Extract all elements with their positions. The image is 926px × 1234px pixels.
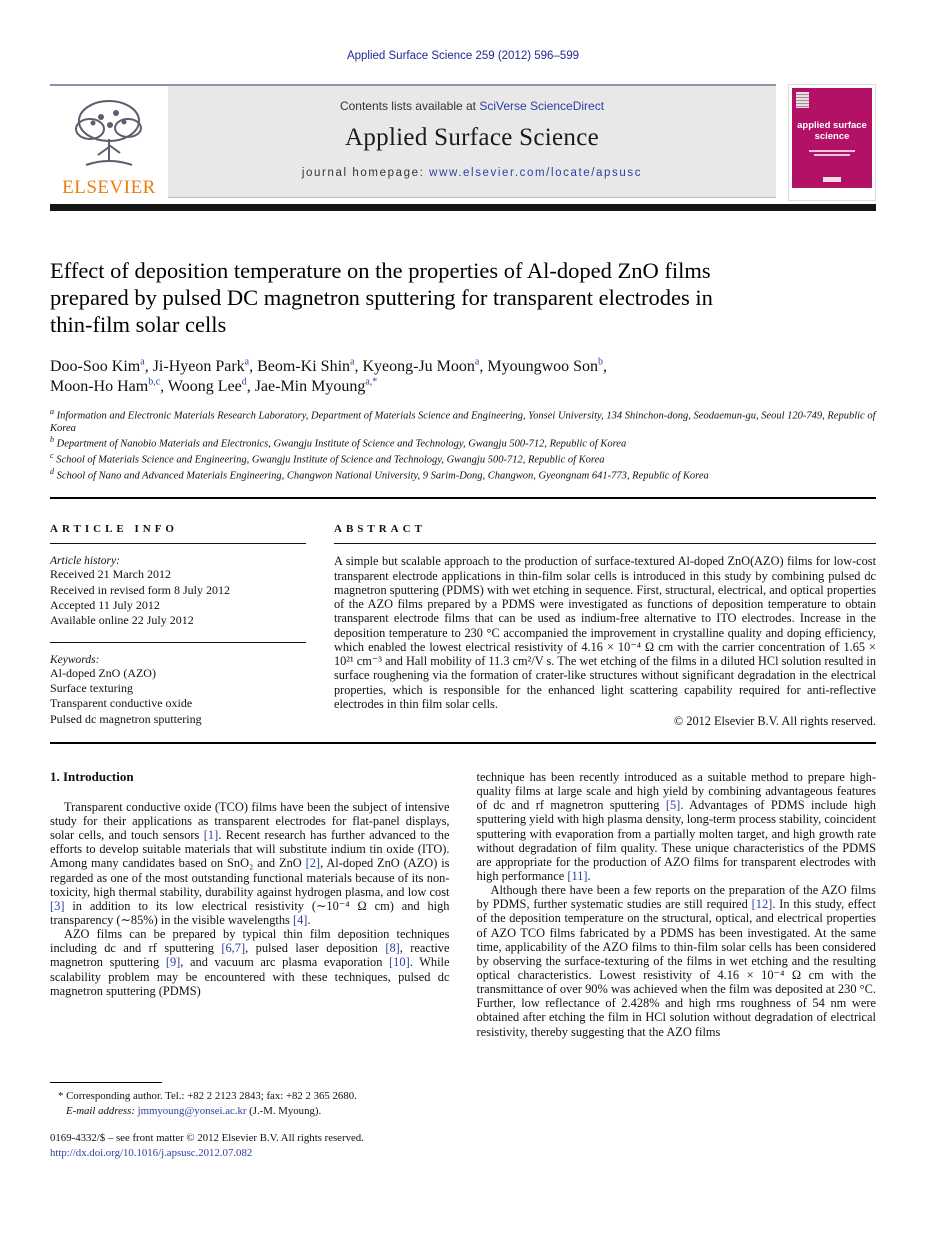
homepage-line [168,167,776,179]
cover-elsevier-mark-icon [823,177,841,182]
keyword: Pulsed dc magnetron sputtering [50,711,202,726]
article-info-heading: ARTICLE INFO [50,523,178,536]
paragraph [50,800,450,927]
reference-link[interactable]: [4] [292,912,308,927]
reference-link[interactable]: [3] [50,898,65,913]
text-run: , pulsed laser deposition [245,941,386,956]
issn-copyright-line: 0169-4332/$ – see front matter © 2012 Elsevier B.V. All rights reserved. [50,1132,364,1145]
article-title-line: thin-film solar cells [50,312,227,337]
text-run: . In this study, effect of the deposition temperature on the structural, optical, and electrical properties of AZO TCO films fabricated by a PDMS has been investigated. At the same time, applicability of the AZO films to thin-film solar cells has been considered by observing the surface-texturing of the films in wet etching and the resulting optical characteristics. Lowest resistivity of 4.16 × 10⁻⁴ Ω cm with the transmittance of over 90% was achieved when the film was deposited at 230 °C. Further, low reflectance of 2.428% and high rms roughness of 54 nm were obtained after etching the film in HCl solution without degradation of electrical resistivity, thereby suggesting that the AZO films [476,897,876,1039]
author: Kyeong-Ju Moon$^a$, [362,357,488,376]
journal-cover-thumbnail [788,84,876,201]
author-affiliation-marker: a [474,357,480,368]
journal-cover-art [792,88,872,188]
text-run: . [587,869,591,884]
heading-rule [334,543,876,544]
elsevier-logo [50,86,168,201]
author: Jae-Min Myoung$^{a,*}$ [254,376,378,395]
abstract-bottom-rule [50,742,876,744]
reference-link[interactable]: [8] [385,941,400,956]
first-page-footer [50,1082,470,1160]
history-entry: Accepted 11 July 2012 [50,598,160,612]
article-title-line: prepared by pulsed DC magnetron sputtering for transparent electrodes in [50,285,713,310]
affiliation-list [50,407,876,483]
elsevier-tree-icon [66,95,152,175]
reference-link[interactable]: [6,7] [221,941,246,956]
author-list [50,357,876,396]
affiliation: $^c$ School of Materials Science and Engineering, Gwangju Institute of Science and Technology, Gwangju 500-712, Republic of Korea [50,451,605,466]
reference-link[interactable]: [5] [665,798,681,813]
doi-link[interactable]: http://dx.doi.org/10.1016/j.apsusc.2012.07.082 [50,1146,253,1159]
article-history-label: Article history: [50,555,120,568]
cover-barcode-icon [796,92,809,108]
email-link[interactable]: jmmyoung@yonsei.ac.kr [137,1104,247,1117]
header-divider-bar [50,204,876,211]
email-label: E-mail address: [66,1104,138,1117]
body-right-column [477,770,877,1116]
journal-title: Applied Surface Science [344,124,600,151]
author-affiliation-marker: a [140,357,145,368]
paragraph [50,927,450,998]
author-affiliation-marker: d [241,376,247,388]
text-run: . Recent research has further advanced to the efforts to develop suitable materials that will substitute indium tin oxide (ITO). Among many candidates based on SnO₂ and ZnO [50,828,450,871]
abstract-heading: ABSTRACT [334,523,426,536]
author: Woong Lee$^d$, [167,376,255,395]
contents-line [168,99,776,113]
text-run: , reactive magnetron sputtering [50,941,450,970]
article-info-column [50,523,306,729]
author-affiliation-marker: a [244,357,250,368]
reference-link[interactable]: [1] [203,828,219,843]
history-entry: Received in revised form 8 July 2012 [50,582,230,597]
paragraph [477,883,877,1039]
text-run: , Al-doped ZnO (AZO) is regarded as one of the most outstanding functional materials because of its non-toxicity, high thermal stability, durability against hydrogen plasma, and low cost [50,856,450,899]
text-run: in addition to its low electrical resistivity (∼10⁻⁴ Ω cm) and high transparency (∼85%) in the visible wavelengths [50,898,450,927]
journal-homepage-link[interactable]: www.elsevier.com/locate/apsusc [429,167,643,179]
corresponding-author-note: * Corresponding author. Tel.: +82 2 2123 2843; fax: +82 2 365 2680. [58,1090,357,1102]
reference-link[interactable]: [12] [751,897,773,912]
author: Ji-Hyeon Park$^a$, [152,357,258,376]
cover-journal-title: applied surface science [797,120,867,143]
author-affiliation-marker: a,* [365,376,378,388]
journal-banner [168,86,776,198]
text-run: . While scalability problem may be encountered with these techniques, pulsed dc magnetron sputtering (PDMS) [50,955,450,998]
author: Doo-Soo Kim$^a$, [50,357,153,376]
text-run: Although there have been a few reports on the preparation of the AZO films by PDMS, further systematic studies are still required [476,883,876,912]
text-run: Transparent conductive oxide (TCO) films have been the subject of intensive study for their applications as transparent electrodes for flat-panel displays, solar cells, and touch sensors [50,799,450,843]
affiliation: $^d$ School of Nano and Advanced Materials Engineering, Changwon National University, 9 Sarim-Dong, Changwon, Gyeongnam 641-773, Republic of Korea [50,466,709,482]
contents-prefix: Contents lists available at [339,99,480,113]
reference-link[interactable]: [11] [567,869,588,884]
heading-rule [50,543,306,544]
text-run: technique has been recently introduced as a suitable method to prepare high-quality films at large scale and high yield by combining advantageous features of dc and rf magnetron sputtering [476,770,876,813]
footnote-rule [50,1082,162,1083]
body-left-column [50,770,450,1116]
reference-link[interactable]: [2] [305,856,321,871]
info-abstract-section [50,499,876,729]
author: Beom-Ki Shin$^a$, [257,357,363,376]
journal-header [50,84,876,201]
email-suffix: (J.-M. Myoung). [246,1104,322,1117]
reference-link[interactable]: [10] [389,955,410,970]
keyword: Al-doped ZnO (AZO) [50,665,156,680]
paragraph [477,770,877,883]
email-line [50,1104,470,1119]
keyword: Surface texturing [50,681,133,696]
reference-link[interactable]: [9] [165,955,181,970]
sciverse-sciencedirect-link[interactable]: SciVerse ScienceDirect [479,99,605,113]
copyright-line: © 2012 Elsevier B.V. All rights reserved. [673,714,876,729]
author-affiliation-marker: a [350,357,355,368]
text-run: . Advantages of PDMS include high sputtering yield with high plasma density, long-term process stability, coincident sputtering with evaporation from a partially molten target, and high growth rate without degradation of film quality. These unique characteristics of the PDMS are appropriate for the production of AZO films for transparent electrodes with high performance [476,798,876,884]
running-head-citation: Applied Surface Science 259 (2012) 596–599 [346,50,580,62]
introduction-heading: 1. Introduction [50,770,134,785]
text-run: AZO films can be prepared by typical thin film deposition techniques including dc and rf sputtering [50,927,450,956]
cover-subtitle-lines [792,148,872,158]
author-affiliation-marker: b,c [148,376,161,388]
affiliation: $^a$ Information and Electronic Materials Research Laboratory, Department of Materials Science and Engineering, Yonsei University, 134 Shinchon-dong, Seodaemun-gu, Seoul 120-749, Republic of Korea [50,406,876,435]
history-entry: Available online 22 July 2012 [50,613,194,628]
article-title-line: Effect of deposition temperature on the properties of Al-doped ZnO films [50,258,711,283]
keywords-label: Keywords: [50,653,100,666]
affiliation: $^b$ Department of Nanobio Materials and Electronics, Gwangju Institute of Science and Technology, Gwangju 500-712, Republic of Korea [50,435,627,450]
text-run: , and vacuum arc plasma evaporation [180,955,390,970]
info-divider-rule [50,642,306,643]
history-entry: Received 21 March 2012 [50,567,171,582]
author-affiliation-marker: b [598,357,604,368]
text-run: . [307,912,311,927]
article-title [50,257,876,338]
abstract-column [334,523,876,729]
abstract-text: A simple but scalable approach to the production of surface-textured Al-doped ZnO(AZO) films for low-cost transparent electrode applications in thin-film solar cells is introduced in this study by combining pulsed dc magnetron sputtering (PDMS) with wet etching in sequence. First, structural, electrical, and optical properties of the AZO films prepared by a PDMS were investigated as functions of deposition temperature to obtain transparent electrode films that can be used as indium-free alternative to ITO electrodes. Increase in the deposition temperature to 230 °C accompanied the improvement in crystalline quality and doping efficiency, which enabled the lowest electrical resistivity of 4.16 × 10⁻⁴ Ω cm with the carrier concentration of 1.65 × 10²¹ cm⁻³ and Hall mobility of 11.3 cm²/V s. The wet etching of the films in a diluted HCl solution resulted in surface roughening via the formation of crater-like structures without significant degradation in the electrical properties, which is responsible for the enhanced light scattering capability required for anti-reflective electrodes in thin film solar cells. [334,554,876,711]
author: Moon-Ho Ham$^{b,c}$, [50,376,168,395]
author: Myoungwoo Son$^b$, [487,357,608,376]
elsevier-wordmark: ELSEVIER [62,177,156,198]
article-body [50,770,876,1116]
journal-header-main [50,84,776,201]
homepage-prefix: journal homepage: [301,167,430,179]
keyword: Transparent conductive oxide [50,696,193,711]
